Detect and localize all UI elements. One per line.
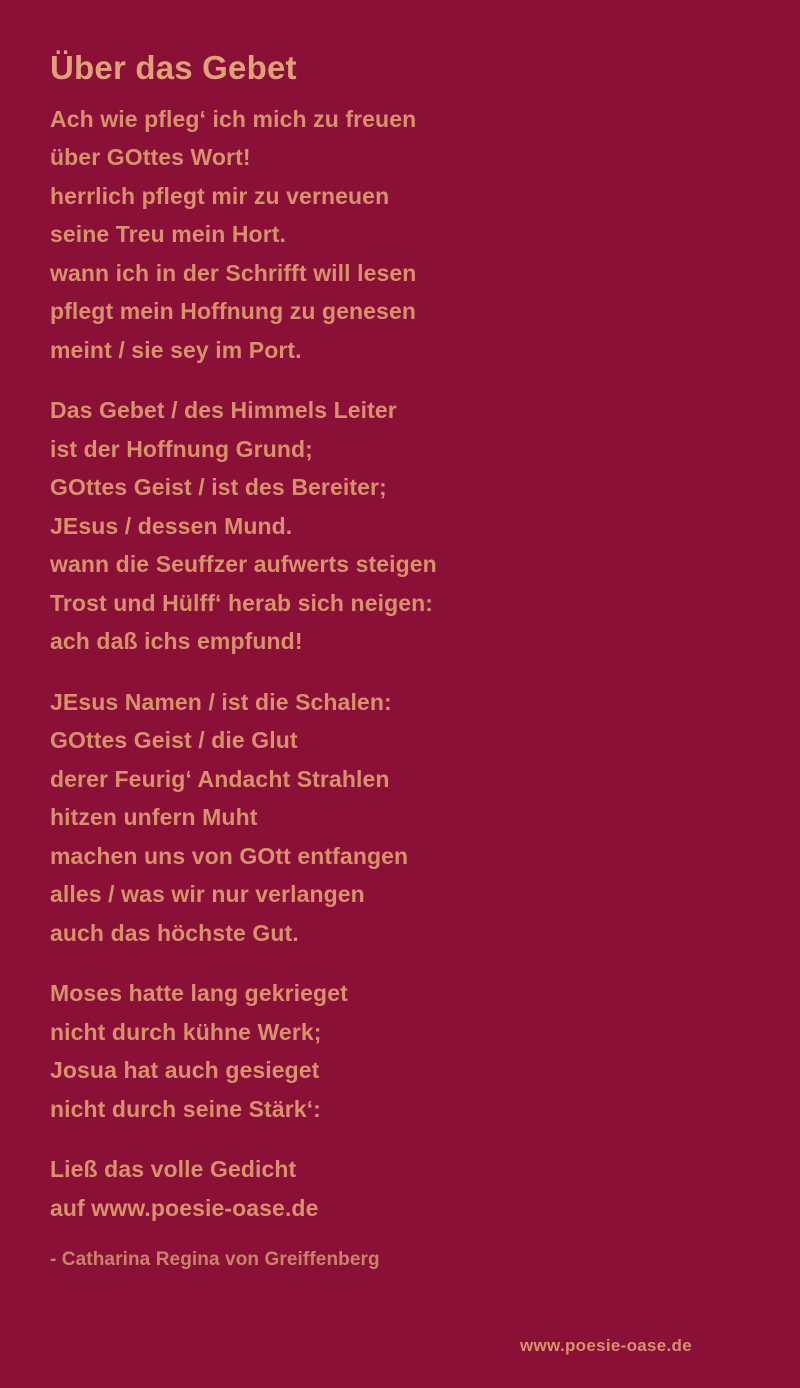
poem-line: derer Feurig‘ Andacht Strahlen — [50, 765, 390, 792]
cta-line: Ließ das volle Gedicht — [50, 1156, 297, 1183]
poem-stanza — [50, 683, 750, 953]
poem-line: auch das höchste Gut. — [50, 919, 299, 946]
poem-line: meint / sie sey im Port. — [50, 336, 302, 363]
poem-line: JEsus Namen / ist die Schalen: — [50, 688, 392, 715]
poem-line: pflegt mein Hoffnung zu genesen — [50, 298, 416, 325]
poem-line: seine Treu mein Hort. — [50, 221, 286, 248]
poem-line: hitzen unfern Muht — [50, 804, 258, 831]
site-url-footer[interactable]: www.poesie-oase.de — [520, 1336, 692, 1355]
poem-stanza — [50, 974, 750, 1128]
page-title: Über das Gebet — [50, 49, 297, 86]
poem-line: wann die Seuffzer aufwerts steigen — [50, 551, 437, 578]
poem-line: nicht durch seine Stärk‘: — [50, 1095, 321, 1122]
poem-line: herrlich pflegt mir zu verneuen — [50, 182, 390, 209]
poem-line: GOttes Geist / ist des Bereiter; — [50, 474, 387, 501]
poem-line: ist der Hoffnung Grund; — [50, 435, 313, 462]
poem-line: machen uns von GOtt entfangen — [50, 842, 409, 869]
poem-line: Josua hat auch gesieget — [50, 1057, 320, 1084]
poem-line: ach daß ichs empfund! — [50, 628, 303, 655]
read-full-poem-cta[interactable] — [50, 1150, 750, 1227]
poem-line: wann ich in der Schrifft will lesen — [50, 259, 417, 286]
poem-line: Ach wie pfleg‘ ich mich zu freuen — [50, 105, 417, 132]
poem-author: - Catharina Regina von Greiffenberg — [50, 1249, 380, 1271]
poem-line: alles / was wir nur verlangen — [50, 881, 365, 908]
poem-line: GOttes Geist / die Glut — [50, 727, 298, 754]
poem-line: über GOttes Wort! — [50, 144, 251, 171]
poem-line: Moses hatte lang gekrieget — [50, 980, 348, 1007]
poem-stanza — [50, 391, 750, 661]
poem-line: nicht durch kühne Werk; — [50, 1018, 322, 1045]
poem-line: Trost und Hülff‘ herab sich neigen: — [50, 589, 434, 616]
poem-line: Das Gebet / des Himmels Leiter — [50, 397, 397, 424]
poem-stanza — [50, 100, 750, 370]
cta-link[interactable]: auf www.poesie-oase.de — [50, 1194, 319, 1221]
poem-line: JEsus / dessen Mund. — [50, 512, 293, 539]
